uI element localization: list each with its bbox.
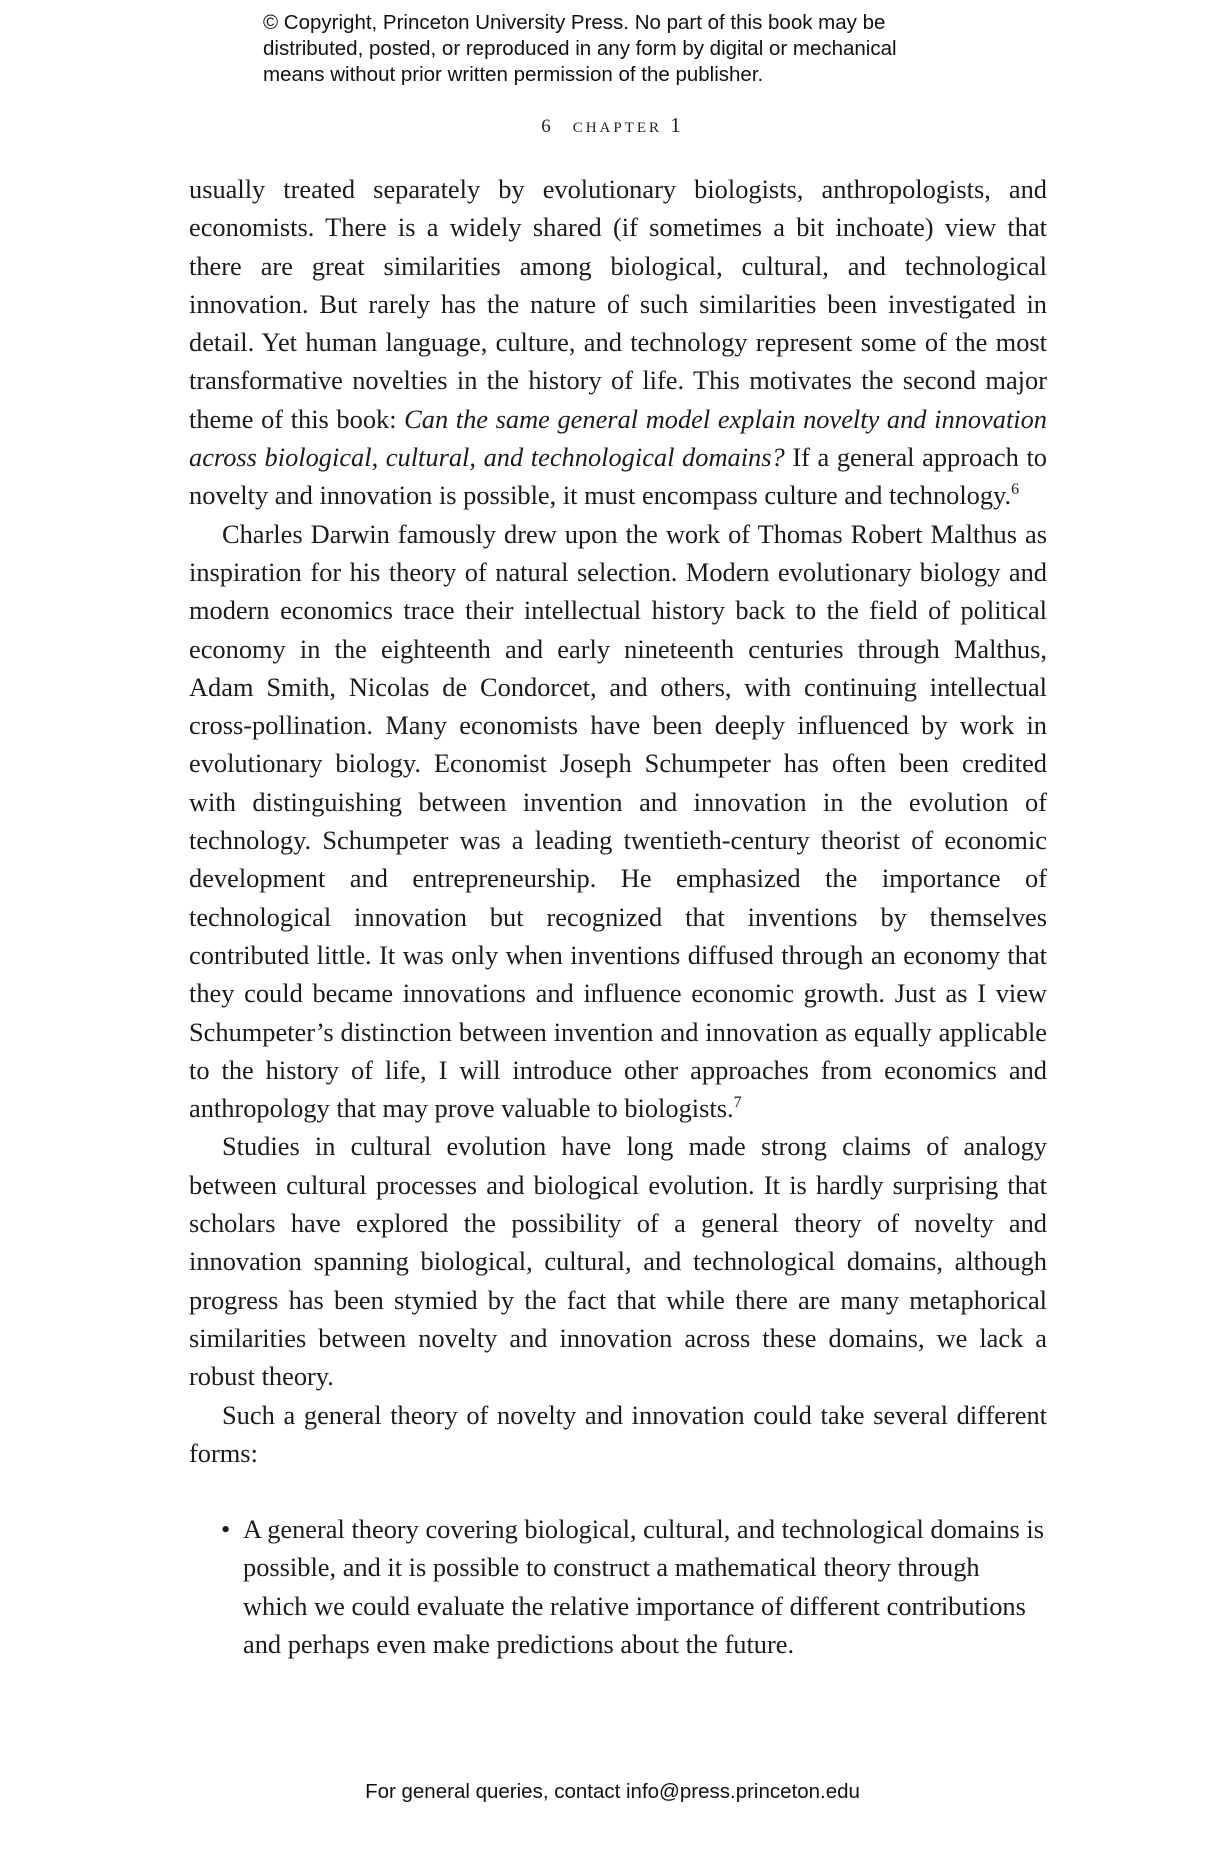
- bullet-text: A general theory covering biological, cultural, and technological domains is possible, and it is possible to construct a mathematical theory through which we could evaluate the relative importance of different contributions and perhaps even make predictions about the future.: [243, 1514, 1045, 1659]
- bullet-marker: •: [221, 1514, 231, 1545]
- body-text: [189, 170, 1047, 1663]
- copyright-line-3: means without prior written permission of the publisher.: [263, 63, 764, 86]
- paragraph-1-text-a: usually treated separately by evolutionary biologists, anthropologists, and economists. There is a widely shared (if sometimes a bit inchoate) view that there are great similarities among biological, cultural, and technological innovation. But rarely has the nature of such similarities been investigated in detail. Yet human language, culture, and technology represent some of the most transformative novelties in the history of life. This motivates the second major theme of this book:: [189, 174, 1047, 434]
- running-head: [0, 113, 1225, 138]
- footer-contact: For general queries, contact info@press.princeton.edu: [365, 1780, 860, 1803]
- chapter-label: chapter 1: [572, 113, 684, 137]
- endnote-ref-7[interactable]: 7: [733, 1094, 742, 1112]
- paragraph-1-italic-question: Can the same general model explain novelty and innovation across biological, cultural, and technological domains?: [189, 403, 1047, 473]
- paragraph-3: Studies in cultural evolution have long made strong claims of analogy between cultural processes and biological evolution. It is hardly surprising that scholars have explored the possibility of a general theory of novelty and innovation spanning biological, cultural, and technological domains, although progress has been stymied by the fact that while there are many metaphorical similarities between novelty and innovation across these domains, we lack a robust theory.: [189, 1131, 1047, 1392]
- copyright-line-1: © Copyright, Princeton University Press. No part of this book may be: [263, 11, 886, 34]
- page-number: 6: [541, 116, 551, 137]
- paragraph-2-text: Charles Darwin famously drew upon the work of Thomas Robert Malthus as inspiration for his theory of natural selection. Modern evolutionary biology and modern economics trace their intellectual history back to the field of political economy in the eighteenth and early nineteenth centuries through Malthus, Adam Smith, Nicolas de Condorcet, and others, with continuing intellectual cross-pollination. Many economists have been deeply influenced by work in evolutionary biology. Economist Joseph Schumpeter has often been credited with distinguishing between invention and innovation in the evolution of technology. Schumpeter was a leading twentieth-century theorist of economic development and entrepreneurship. He emphasized the importance of technological innovation but recognized that inventions by themselves contributed little. It was only when inventions diffused through an economy that they could became innovations and influence economic growth. Just as I view Schumpeter’s distinction between invention and innovation as equally applicable to the history of life, I will introduce other approaches from economics and anthropology that may prove valuable to biologists.: [189, 518, 1047, 1124]
- paragraph-2: [189, 515, 1047, 1128]
- paragraph-1-text-b: If a general approach to novelty and innovation is possible, it must encompass culture and technology.: [189, 442, 1047, 511]
- bullet-item: [221, 1510, 1049, 1663]
- paragraph-1: [189, 170, 1047, 515]
- paragraph-4: Such a general theory of novelty and innovation could take several different forms:: [189, 1399, 1047, 1468]
- copyright-line-2: distributed, posted, or reproduced in any form by digital or mechanical: [263, 37, 897, 60]
- copyright-notice: [263, 10, 1023, 88]
- endnote-ref-6[interactable]: 6: [1011, 481, 1020, 499]
- bullet-list: [189, 1510, 1047, 1663]
